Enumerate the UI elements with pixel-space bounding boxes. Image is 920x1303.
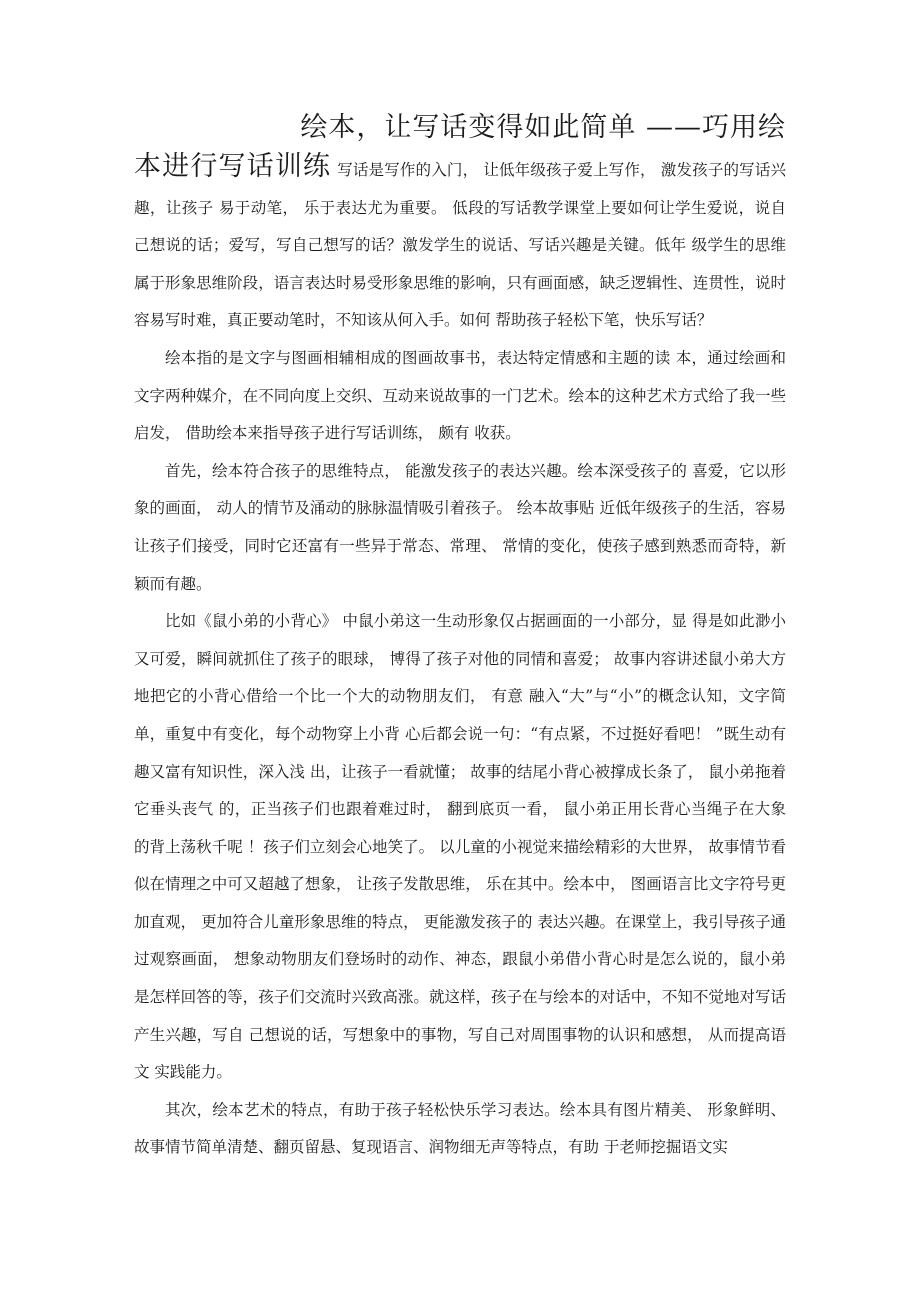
body-paragraph: 其次，绘本艺术的特点，有助于孩子轻松快乐学习表达。绘本具有图片精美、 形象鲜明、故事情节简单清楚、翻页留悬、复现语言、润物细无声等特点，有助 于老师挖掘语文实 <box>134 1100 786 1157</box>
body-paragraph: 绘本指的是文字与图画相辅相成的图画故事书，表达特定情感和主题的读 本，通过绘画和文字两种媒介，在不同向度上交织、互动来说故事的一门艺术。绘本的这种艺术方式给了我一些启发， 借助绘本来指导孩子进行写话训练， 颇有 收获。 <box>134 348 786 443</box>
article-title: 绘本，让写话变得如此简单 ——巧用绘 <box>300 112 786 143</box>
intro-paragraph <box>134 148 786 340</box>
body-paragraph: 首先，绘本符合孩子的思维特点， 能激发孩子的表达兴趣。绘本深受孩子的 喜爱，它以形象的画面， 动人的情节及涌动的脉脉温情吸引着孩子。 绘本故事贴 近低年级孩子的生活，容易让孩子们接受，同时它还富有一些异于常态、常理、 常情的变化，使孩子感到熟悉而奇特，新颖而有趣。 <box>134 461 786 593</box>
article-title-continued: 本进行写话训练 <box>134 151 332 182</box>
body-paragraph: 比如《鼠小弟的小背心》 中鼠小弟这一生动形象仅占据画面的一小部分，显 得是如此渺小又可爱，瞬间就抓住了孩子的眼球， 博得了孩子对他的同情和喜爱； 故事内容讲述鼠小弟大方地把它的小背心借给一个比一个大的动物朋友们， 有意 融入“大”与“小”的概念认知，文字简单，重复中有变化，每个动物穿上小背 心后都会说一句：“有点紧，不过挺好看吧！ ”既生动有趣又富有知识性，深入浅 出，让孩子一看就懂； 故事的结尾小背心被撑成长条了， 鼠小弟拖着它垂头丧气 的，正当孩子们也跟着难过时， 翻到底页一看， 鼠小弟正用长背心当绳子在大象 的背上荡秋千呢 ！孩子们立刻会心地笑了。 以儿童的小视觉来描绘精彩的大世界， 故事情节看似在情理之中可又超越了想象， 让孩子发散思维， 乐在其中。绘本中， 图画语言比文字符号更加直观， 更加符合儿童形象思维的特点， 更能激发孩子的 表达兴趣。在课堂上，我引导孩子通过观察画面， 想象动物朋友们登场时的动作、神态，跟鼠小弟借小背心时是怎么说的，鼠小弟是怎样回答的等，孩子们交流时兴致高涨。就这样，孩子在与绘本的对话中，不知不觉地对写话产生兴趣，写自 己想说的话，写想象中的事物，写自己对周围事物的认识和感想， 从而提高语文 实践能力。 <box>134 612 786 1082</box>
intro-text: 写话是写作的入门， 让低年级孩子爱上写作， 激发孩子的写话兴趣，让孩子 易于动笔， 乐于表达尤为重要。 低段的写话教学课堂上要如何让学生爱说，说自 己想说的话；爱写，写自己想写的话？激发学生的说话、写话兴趣是关键。低年 级学生的思维属于形象思维阶段，语言表达时易受形象思维的影响，只有画面感，缺乏逻辑性、连贯性，说时容易写时难，真正要动笔时，不知该从何入手。如何 帮助孩子轻松下笔，快乐写话？ <box>134 161 787 330</box>
